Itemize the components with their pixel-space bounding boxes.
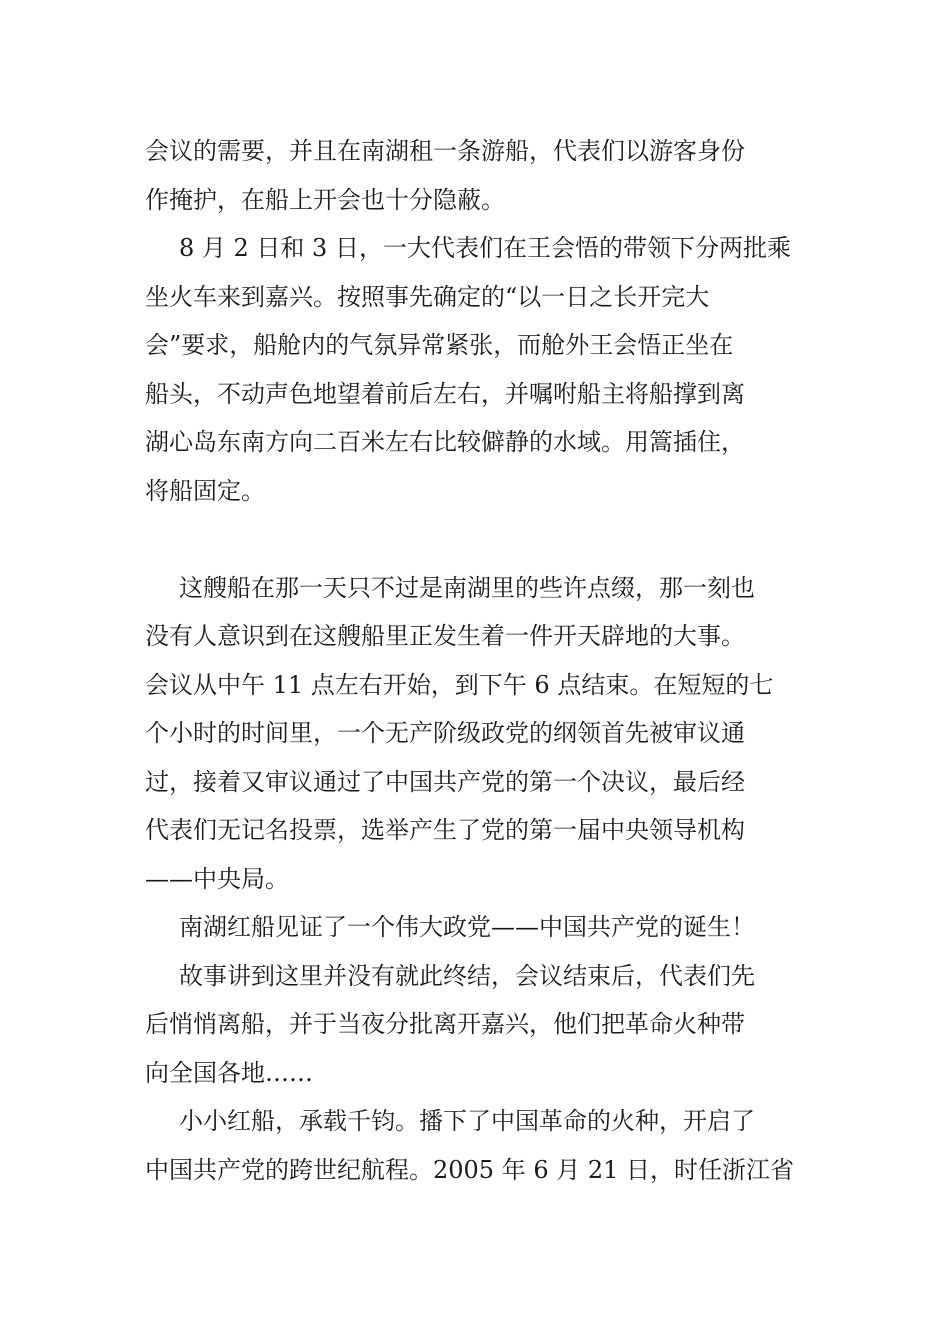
- text-line: 南湖红船见证了一个伟大政党——中国共产党的诞生！: [179, 913, 755, 941]
- text-line: 过，接着又审议通过了中国共产党的第一个决议，最后经: [145, 767, 745, 796]
- text-line: 会”要求，船舱内的气氛异常紧张，而舱外王会悟正坐在: [145, 331, 734, 359]
- text-line: 向全国各地……: [145, 1058, 313, 1087]
- text-line: 这艘船在那一天只不过是南湖里的些许点缀，那一刻也: [179, 573, 755, 602]
- text-line: 将船固定。: [145, 476, 265, 505]
- text-line: ——中央局。: [145, 864, 289, 893]
- text-line: 小小红船，承载千钧。播下了中国革命的火种，开启了: [179, 1107, 755, 1135]
- text-line: 没有人意识到在这艘船里正发生着一件开天辟地的大事。: [145, 622, 745, 650]
- text-line: 湖心岛东南方向二百米左右比较僻静的水域。用篙插住，: [145, 428, 745, 456]
- text-line: 会议的需要，并且在南湖租一条游船，代表们以游客身份: [145, 137, 745, 165]
- text-line: 中国共产党的跨世纪航程。2005 年 6 月 21 日，时任浙江省: [145, 1155, 795, 1184]
- text-line: 个小时的时间里，一个无产阶级政党的纲领首先被审议通: [145, 719, 745, 747]
- text-line: 代表们无记名投票，选举产生了党的第一届中央领导机构: [145, 816, 745, 844]
- text-line: 后悄悄离船，并于当夜分批离开嘉兴，他们把革命火种带: [145, 1010, 745, 1038]
- text-line: 会议从中午 11 点左右开始，到下午 6 点结束。在短短的七: [145, 670, 774, 699]
- text-line: 船头，不动声色地望着前后左右，并嘱咐船主将船撑到离: [145, 379, 745, 408]
- text-line: 故事讲到这里并没有就此终结，会议结束后，代表们先: [179, 961, 755, 990]
- text-line: 8 月 2 日和 3 日，一大代表们在王会悟的带领下分两批乘: [179, 234, 791, 262]
- document-body: [145, 127, 815, 1194]
- text-line: 作掩护，在船上开会也十分隐蔽。: [145, 185, 505, 214]
- paragraph-spacer: [145, 515, 815, 564]
- text-line: 坐火车来到嘉兴。按照事先确定的“以一日之长开完大: [145, 282, 710, 311]
